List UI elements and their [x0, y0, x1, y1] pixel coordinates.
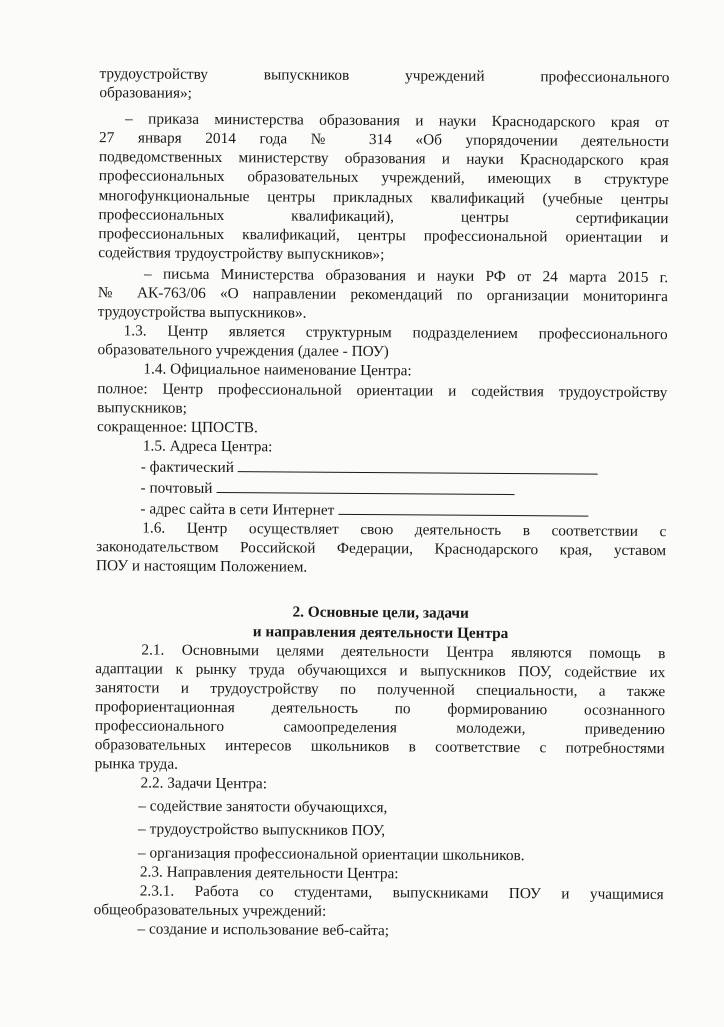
text-line: трудоустройства выпускников».: [97, 303, 307, 322]
text-line: № АК-763/06 «О направлении рекомендаций по организации мониторинга: [97, 284, 668, 306]
text-line: образования»;: [99, 84, 192, 102]
text-line: - почтовый: [140, 479, 213, 497]
text-line: полное: Центр профессиональной ориентации и содействия трудоустройству: [97, 379, 668, 401]
text-line: образовательного учреждения (далее - ПОУ): [97, 341, 389, 361]
text-line: адаптации к рынку труда обучающихся и выпускников ПОУ, содействие их: [95, 659, 666, 681]
text-line: профессиональных квалификаций), центры сертификации: [98, 205, 669, 227]
text-line: образовательных интересов школьников в соответствие с потребностями: [94, 736, 665, 758]
text-line: 1.3. Центр является структурным подразделением профессионального: [123, 322, 668, 344]
text-line: профессиональных квалификаций, центры профессиональной ориентации и: [98, 224, 669, 246]
text-line: - адрес сайта в сети Интернет: [140, 500, 335, 519]
text-line: ПОУ и настоящим Положением.: [95, 557, 308, 576]
list-item: – содействие занятости обучающихся,: [138, 797, 388, 817]
text-line: профессиональных образовательных учреждений, имеющих в структуре: [98, 167, 669, 189]
text-line: 2.1. Основными целями деятельности Центра являются помощь в: [141, 641, 666, 662]
text-line: подведомственных министерству образования и науки Краснодарского края: [98, 148, 669, 170]
text-line: общеобразовательных учреждений:: [93, 900, 327, 920]
section-heading: 2. Основные цели, задачи: [292, 603, 469, 623]
text-line: содействия трудоустройству выпускников»;: [98, 244, 385, 264]
text-line: 1.4. Официальное наименование Центра:: [143, 360, 412, 380]
text-line: трудоустройству выпускников учреждений профессионального: [99, 65, 670, 87]
text-line: 2.3. Направления деятельности Центра:: [139, 863, 399, 882]
blank-underline: [216, 477, 514, 495]
blank-underline: [338, 499, 588, 517]
list-item: – организация профессиональной ориентации школьников.: [137, 844, 525, 864]
text-line: сокращенное: ЦПОСТВ.: [96, 417, 258, 436]
list-item: – трудоустройство выпускников ПОУ,: [138, 820, 386, 840]
text-line: профессионального самоопределения молодежи, приведению: [94, 717, 665, 739]
text-line: 2.2. Задачи Центра:: [140, 774, 268, 793]
text-line: выпускников;: [97, 398, 187, 417]
text-line: – письма Министерства образования и науки РФ от 24 марта 2015 г.: [144, 265, 669, 287]
text-line: законодательством Российской Федерации, Краснодарского края, уставом: [96, 538, 667, 560]
text-line: 1.6. Центр осуществляет свою деятельность в соответствии с: [142, 519, 667, 541]
blank-underline: [238, 456, 598, 475]
text-line: занятости и трудоустройству по полученной специальности, а также: [95, 678, 666, 700]
text-line: многофункциональные центры прикладных квалификаций (учебные центры: [98, 186, 669, 208]
list-item: – создание и использование веб-сайта;: [137, 920, 390, 940]
text-line: рынка труда.: [94, 755, 179, 773]
text-line: 2.3.1. Работа со студентами, выпускниками ПОУ и учащимися: [139, 882, 664, 903]
text-line: профориентационная деятельность по формированию осознанного: [95, 698, 666, 720]
section-gap: [96, 576, 666, 606]
text-line: 27 января 2014 года № 314 «Об упорядочении деятельности: [98, 129, 670, 151]
text-line: – приказа министерства образования и науки Краснодарского края от: [125, 110, 670, 132]
text-line: 1.5. Адреса Центра:: [142, 437, 273, 456]
text-line: - фактический: [140, 458, 234, 476]
section-heading: и направления деятельности Центра: [252, 622, 509, 642]
